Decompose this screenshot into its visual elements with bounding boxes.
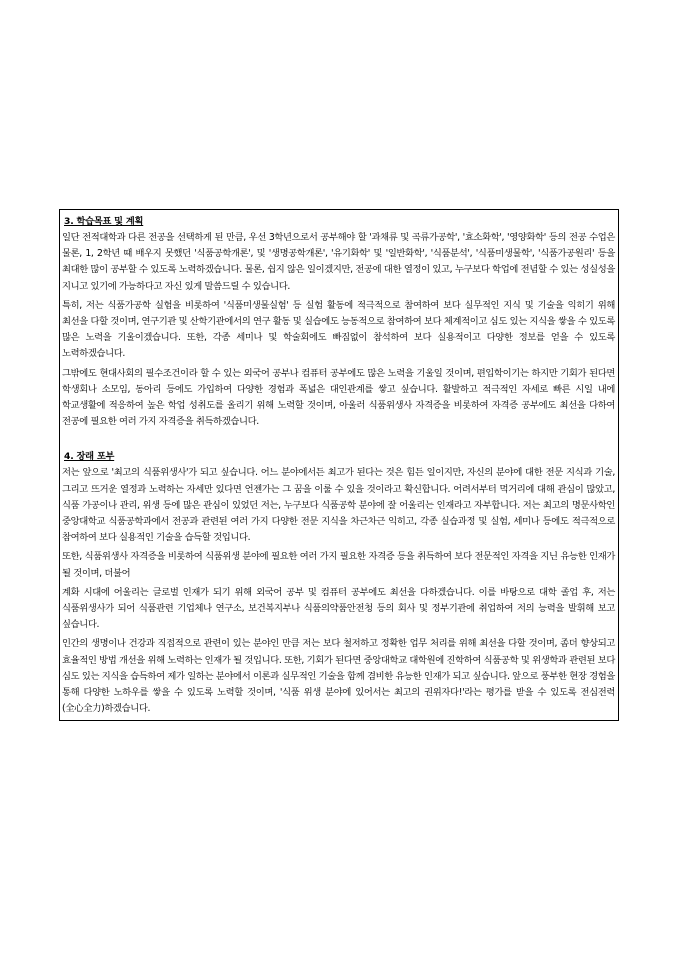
paragraph: 계화 시대에 어울리는 글로벌 인재가 되기 위해 외국어 공부 및 컴퓨터 공부에도 최선을 다하겠습니다. 이를 바탕으로 대학 졸업 후, 저는 식품위생사가 되어 식품관련 기업체나 연구소, 보건복지부나 식품의약품안전청 등의 회사 및 정부기관에 취업하여 저의 능력을 발휘해 보고 싶습니다. <box>62 586 615 631</box>
paragraph: 일단 전적대학과 다른 전공을 선택하게 된 만큼, 우선 3학년으로서 공부해야 할 '과채류 및 곡류가공학', '효소화학', '영양화학' 등의 전공 수업은 물론, 1, 2학년 때 배우지 못했던 '식품공학개론', 및 '생명공학개론', '유기화학' 및 '일반화학', '식품분석', '식품미생물학', '식품가공원리' 등을 최대한 많이 공부할 수 있도록 노력하겠습니다. 물론, 쉽지 않은 일이겠지만, 전공에 대한 열정이 있고, 누구보다 학업에 전념할 수 있는 성실성을 지니고 있기에 가능하다고 자신 있게 말씀드릴 수 있습니다. <box>62 232 615 292</box>
paragraph: 또한, 식품위생사 자격증을 비롯하여 식품위생 분야에 필요한 여러 가지 필요한 자격증 등을 취득하여 보다 전문적인 자격을 지닌 유능한 인재가 될 것이며, 더불어 <box>62 551 615 579</box>
paragraph: 그밖에도 현대사회의 필수조건이라 할 수 있는 외국어 공부나 컴퓨터 공부에도 많은 노력을 기울일 것이며, 편입학이기는 하지만 기회가 된다면 학생회나 소모임, 동아리 등에도 가입하여 다양한 경험과 폭넓은 대인관계를 쌓고 싶습니다. 활발하고 적극적인 자세로 빠른 시일 내에 학교생활에 적응하여 높은 학업 성취도를 올리기 위해 노력할 것이며, 아울러 식품위생사 자격증을 비롯하여 자격증 공부에도 최선을 다하여 전공에 필요한 여러 가지 자격증을 취득하겠습니다. <box>62 367 615 428</box>
paragraph: 인간의 생명이나 건강과 직접적으로 관련이 있는 분야인 만큼 저는 보다 철저하고 정확한 업무 처리를 위해 최선을 다할 것이며, 좀더 향상되고 효율적인 방법 개선을 위해 노력하는 인재가 될 것입니다. 또한, 기회가 된다면 중앙대학교 대학원에 진학하여 식품공학 및 위생학과 관련된 보다 심도 있는 지식을 습득하여 제가 일하는 분야에서 이론과 실무적인 기술을 함께 겸비한 유능한 인재가 되고 싶습니다. 앞으로 풍부한 현장 경험을 통해 다양한 노하우를 쌓을 수 있도록 노력할 것이며, '식품 위생 분야에 있어서는 최고의 권위자다!'라는 평가를 받을 수 있도록 전심전력(全心全力)하겠습니다. <box>62 638 615 715</box>
essay-box <box>59 209 619 721</box>
paragraph: 특히, 저는 식품가공학 실험을 비롯하여 '식품미생물실험' 등 실험 활동에 적극적으로 참여하여 보다 실무적인 지식 및 기술을 익히기 위해 최선을 다할 것이며, 연구기관 및 산학기관에서의 연구 활동 및 실습에도 능동적으로 참여하여 보다 체계적이고 심도 있는 지식을 쌓을 수 있도록 많은 노력을 기울이겠습니다. 또한, 각종 세미나 및 학술회에도 빠짐없이 참석하여 보다 실용적이고 다양한 정보를 얻을 수 있도록 노력하겠습니다. <box>62 299 615 360</box>
paragraph: 저는 앞으로 '최고의 식품위생사'가 되고 싶습니다. 어느 분야에서든 최고가 된다는 것은 힘든 일이지만, 자신의 분야에 대한 전문 지식과 기술, 그리고 뜨거운 열정과 노력하는 자세만 있다면 언젠가는 그 꿈을 이룰 수 있을 것이라고 확신합니다. 어려서부터 먹거리에 대해 관심이 많았고, 식품 가공이나 관리, 위생 등에 많은 관심이 있었던 저는, 누구보다 식품공학 분야에 잘 어울리는 인재라고 자부합니다. 저는 최고의 명문사학인 중앙대학교 식품공학과에서 전공과 관련된 여러 가지 다양한 전문 지식을 차근차근 익히고, 각종 실습과정 및 실험, 세미나 등에도 적극적으로 참여하여 보다 실용적인 기술을 습득할 것입니다. <box>62 467 615 544</box>
section-heading-goals: 3. 학습목표 및 계획 <box>64 216 144 227</box>
section-heading-aspirations: 4. 장래 포부 <box>64 451 115 463</box>
section-spacer <box>60 433 618 445</box>
